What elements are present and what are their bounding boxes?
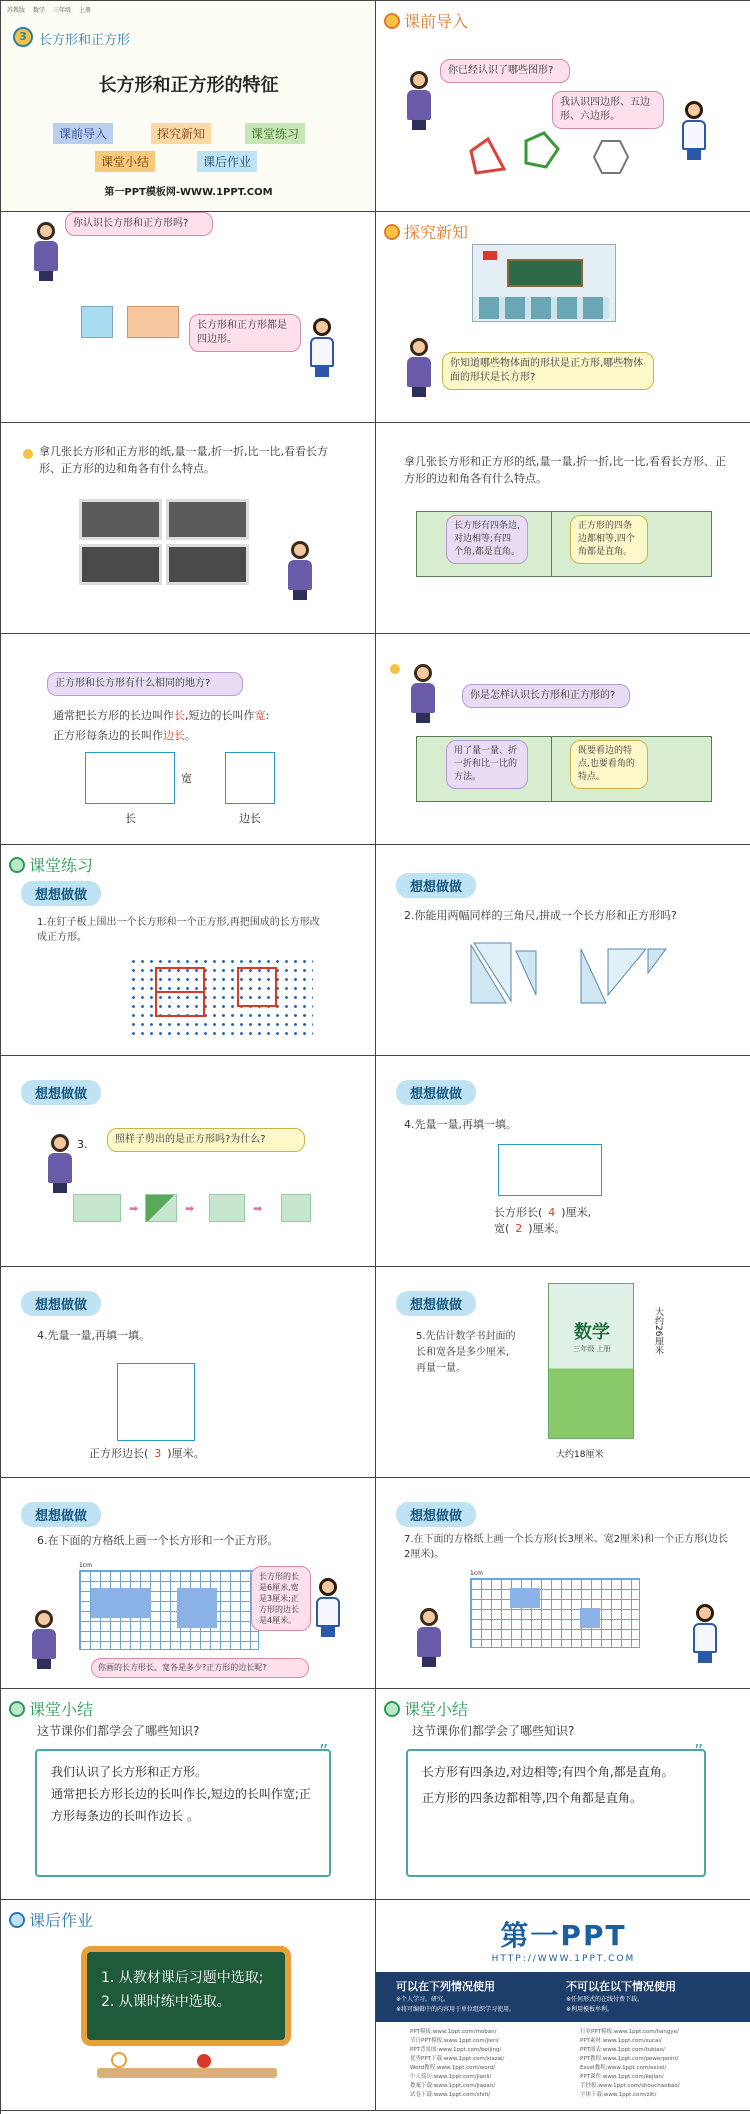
photo [79,499,162,540]
answer-value: 2 [515,1222,523,1235]
nav-explore[interactable]: 探究新知 [151,123,211,144]
link-item[interactable]: PPT模板:www.1ppt.com/moban/ [410,2029,497,2035]
slide-practice-5 [376,1267,750,1478]
section-title: 探究新知 [384,220,468,243]
photo [79,544,162,585]
link-item[interactable]: 行业PPT模板:www.1ppt.com/hangye/ [580,2029,679,2035]
question-text: 1.在钉子板上围出一个长方形和一个正方形,再把围成的长方形改成正方形。 [37,917,320,943]
section-icon [9,857,25,873]
link-item[interactable]: Excel教程:www.1ppt.com/excel/ [580,2065,667,2071]
question-number: 3. [77,1138,88,1151]
desks [479,297,609,319]
square-diagram [225,752,275,804]
summary-box [35,1749,331,1877]
slide-features [376,423,750,634]
photo [166,544,249,585]
photo-grid [79,499,249,585]
book-title: 数学 [574,1322,610,1343]
can-use-item: ※个人学习、研究。 [396,1996,450,2003]
grid-paper [470,1578,640,1648]
pill-label: 想想做做 [21,1291,101,1316]
teacher-figure [31,1610,57,1670]
link-item[interactable]: 个人简历:www.1ppt.com/jianli/ [410,2074,492,2080]
link-item[interactable]: PPT教程:www.1ppt.com/powerpoint/ [580,2056,679,2062]
unit-label: 1cm [470,1570,483,1577]
nav-homework[interactable]: 课后作业 [197,151,257,172]
height-label: 大约26厘米 [653,1307,663,1355]
triangle-rulers-illustration [376,845,750,1056]
license-bar [376,1972,750,2022]
cannot-use-title: 不可以在以下情况使用 [566,1980,676,1993]
header-bar [7,5,91,14]
activity-text: 拿几张长方形和正方形的纸,量一量,折一折,比一比,看看长方形、正方形的边和角各有什么特点。 [404,455,726,485]
teacher-figure [33,222,59,282]
link-item[interactable]: 优秀PPT下载:www.1ppt.com/xiazai/ [410,2056,505,2062]
link-item[interactable]: PPT课件:www.1ppt.com/kejian/ [580,2074,664,2080]
desk-decoration [97,2068,277,2078]
teacher-figure [406,338,432,398]
summary-line: 通常把长方形长边的长叫作长,短边的长叫作宽;正方形每条边的长叫作边长 。 [51,1787,311,1823]
summary-question: 这节课你们都学会了哪些知识? [412,1724,575,1738]
link-item[interactable]: 教案下载:www.1ppt.com/jiaoan/ [410,2083,496,2089]
square-sample [81,306,113,338]
link-item[interactable]: 手抄报:www.1ppt.com/shouchaobao/ [580,2083,680,2089]
answer-line-side: 正方形边长( 3 )厘米。 [89,1447,205,1460]
can-use-item: ※将可编辑中的内容用于单位组织学习使用。 [396,2006,516,2013]
link-item[interactable]: 试卷下载:www.1ppt.com/shiti/ [410,2092,490,2098]
header-item: 数学 [33,7,46,14]
section-title: 课堂小结 [9,1697,93,1720]
question-text: 7.在下面的方格纸上画一个长方形(长3厘米、宽2厘米)和一个正方形(边长2厘米)。 [404,1534,728,1560]
section-icon [9,1912,25,1928]
arrow-icon: ➡ [129,1202,139,1215]
bulb-icon [23,449,33,459]
slide-practice-2 [376,845,750,1056]
flag-icon [483,251,497,260]
book-subtitle: 三年级 上册 [573,1345,611,1353]
rectangle-features-bubble: 长方形有四条边,对边相等;有四个角,都是直角。 [446,515,528,564]
pill-label: 想想做做 [21,1080,101,1105]
paper-step [209,1194,245,1222]
summary-question: 这节课你们都学会了哪些知识? [37,1724,200,1738]
link-item[interactable]: Word教程:www.1ppt.com/word/ [410,2065,496,2071]
drawn-rectangle [91,1588,151,1618]
pentagon-shape [526,133,558,167]
pill-label: 想想做做 [396,1080,476,1105]
label-side: 边长 [239,812,261,825]
ruler-triangle [516,951,536,995]
shapes-illustration [376,1,750,212]
question-text: 4.先量一量,再填一填。 [37,1329,150,1342]
slide-activity [1,423,376,634]
textbook-cover [548,1283,634,1439]
question-bubble: 正方形和长方形有什么相同的地方? [47,672,243,696]
section-icon [384,1701,400,1717]
rectangle-sample [127,306,179,338]
teacher-figure [287,541,313,601]
cannot-use-item: ※任何形式的在线付费下载。 [566,1996,644,2003]
summary-box [406,1749,706,1877]
student-figure [315,1578,341,1638]
answer-line-length: 长方形长( 4 )厘米, [494,1206,592,1219]
pill-label: 想想做做 [21,1502,101,1527]
slide-recognize [1,212,376,423]
nav-summary[interactable]: 课堂小结 [95,151,155,172]
square-features-bubble: 正方形的四条边都相等,四个角都是直角。 [570,515,648,564]
summary-line: 我们认识了长方形和正方形。 [51,1765,208,1779]
quote-icon: ” [319,1741,329,1762]
question-text: 4.先量一量,再填一填。 [404,1118,517,1131]
ruler-triangle [648,949,666,973]
method-bubble: 用了量一量、折一折和比一比的方法。 [446,740,528,789]
link-item[interactable]: PPT素材:www.1ppt.com/sucai/ [580,2038,662,2044]
slide-intro [376,1,750,212]
brand-url: HTTP://WWW.1PPT.COM [491,1954,636,1964]
question-text: 2.你能用两幅同样的三角尺,拼成一个长方形和正方形吗? [404,909,677,922]
slide-definitions [1,634,376,845]
pill-label: 想想做做 [396,1502,476,1527]
link-item[interactable]: PPT背景图:www.1ppt.com/beijing/ [410,2047,502,2053]
slide-summary-2 [376,1689,750,1900]
section-title: 课堂练习 [9,853,93,876]
hint-bubble: 长方形的长是6厘米,宽是3厘米;正方形的边长是4厘米。 [251,1566,311,1631]
photo [166,499,249,540]
slide-practice-4a [376,1056,750,1267]
section-title: 课堂小结 [384,1697,468,1720]
teacher-figure [410,664,436,724]
label-wide: 宽 [181,772,192,785]
drawn-square [580,1608,600,1628]
slide-title [1,1,376,212]
drawn-square [177,1588,217,1628]
label-long: 长 [125,812,136,825]
apple-icon [197,2054,211,2068]
cannot-use-item: ※利用模板牟利。 [566,2006,614,2013]
pill-label: 想想做做 [396,1291,476,1316]
term-wide: 宽 [254,709,266,722]
section-icon [9,1701,25,1717]
paper-step [281,1194,311,1222]
section-title: 课后作业 [9,1908,93,1931]
header-item: 上册 [79,7,92,14]
page-title: 长方形和正方形的特征 [98,75,279,96]
definition-text: 通常把长方形的长边叫作长,短边的长叫作宽: 正方形每条边的长叫作边长。 [53,709,270,742]
slide-practice-3 [1,1056,376,1267]
pegboard-square [237,967,277,1007]
pill-label: 想想做做 [396,873,476,898]
answer-bubble: 我认识四边形、五边形、六边形。 [552,91,664,129]
slide-homework [1,1900,376,2111]
paper-step [73,1194,121,1222]
slide-method [376,634,750,845]
term-long: 长 [174,709,185,722]
quote-icon: ” [694,1741,704,1762]
ruler-triangle [608,949,646,995]
term-side: 边长 [163,729,185,742]
pegboard-rectangle-split [155,991,205,993]
ruler-triangle [581,949,606,1003]
link-item[interactable]: 节日PPT模板:www.1ppt.com/jieri/ [410,2038,499,2044]
bulb-icon [390,664,400,674]
panel-divider [551,737,552,801]
header-item: 苏教版 [7,7,26,14]
section-title: 课前导入 [384,9,468,32]
arrow-icon: ➡ [185,1202,195,1215]
section-icon [384,224,400,240]
features-bubble: 既要看边的特点,也要看角的特点。 [570,740,648,789]
question-bubble: 你认识长方形和正方形吗? [65,212,213,236]
question-bubble: 你知道哪些物体面的形状是正方形,哪些物体面的形状是长方形? [442,352,654,390]
student-figure [692,1604,718,1664]
nav-practice[interactable]: 课堂练习 [245,123,305,144]
measure-rectangle [498,1144,602,1196]
student-figure [309,318,335,378]
hexagon-shape [594,141,628,173]
rectangle-diagram [85,752,175,804]
teacher-figure [416,1608,442,1668]
question-bubble: 你是怎样认识长方形和正方形的? [462,684,630,708]
link-item[interactable]: 字体下载:www.1ppt.com/ziti/ [580,2092,657,2098]
question-text: 5.先估计数学书封面的长和宽各是多少厘米,再量一量。 [416,1331,516,1374]
header-item: 三年级 [53,7,72,14]
summary-line: 长方形有四条边,对边相等;有四个角,都是直角。 [422,1765,674,1779]
quadrilateral-shape [471,139,504,173]
homework-item: 1. 从教材课后习题中选取; [101,1970,264,1986]
slide-practice-4b [1,1267,376,1478]
answer-value: 4 [548,1206,556,1219]
paper-step [145,1194,177,1222]
question-bubble: 你画的长方形长、宽各是多少?正方形的边长呢? [91,1658,309,1678]
homework-item: 2. 从课时练中选取。 [101,1994,231,2010]
slide-practice-6 [1,1478,376,1689]
activity-text: 拿几张长方形和正方形的纸,量一量,折一折,比一比,看看长方形、正方形的边和角各有什么特点。 [39,445,328,475]
panel-divider [551,512,552,576]
answer-value: 3 [154,1447,162,1460]
slide-summary-1 [1,1689,376,1900]
links-right [580,2028,680,2100]
slide-credits [376,1900,750,2111]
link-item[interactable]: PPT图表:www.1ppt.com/tubiao/ [580,2047,665,2053]
blackboard [507,259,583,287]
width-label: 大约18厘米 [556,1450,604,1460]
answer-bubble: 长方形和正方形都是四边形。 [189,314,301,352]
chapter-title: 长方形和正方形 [39,33,131,48]
can-use-title: 可以在下列情况使用 [396,1980,495,1993]
summary-line: 正方形的四条边都相等,四个角都是直角。 [422,1791,642,1805]
arrow-icon: ➡ [253,1202,263,1215]
nav-introduction[interactable]: 课前导入 [53,123,113,144]
slide-practice-7 [376,1478,750,1689]
slide-explore [376,212,750,423]
teacher-figure [47,1134,73,1194]
question-bubble: 你已经认识了哪些图形? [440,59,570,83]
brand-logo: 第一PPT [500,1919,627,1952]
classroom-picture [472,244,616,322]
drawn-rectangle [510,1588,540,1608]
question-text: 6.在下面的方格纸上画一个长方形和一个正方形。 [37,1534,279,1547]
unit-label: 1cm [79,1562,92,1569]
links-left [410,2028,504,2100]
chalkboard [81,1946,291,2046]
chapter-badge: 3 [13,27,33,47]
pill-label: 想想做做 [21,881,101,906]
clock-icon [111,2052,127,2068]
question-bubble: 照样子剪出的是正方形吗?为什么? [107,1128,305,1152]
answer-line-width: 宽( 2 )厘米。 [494,1222,566,1235]
measure-square [117,1363,195,1441]
slide-practice-1 [1,845,376,1056]
site-watermark: 第一PPT模板网-WWW.1PPT.COM [104,187,273,198]
